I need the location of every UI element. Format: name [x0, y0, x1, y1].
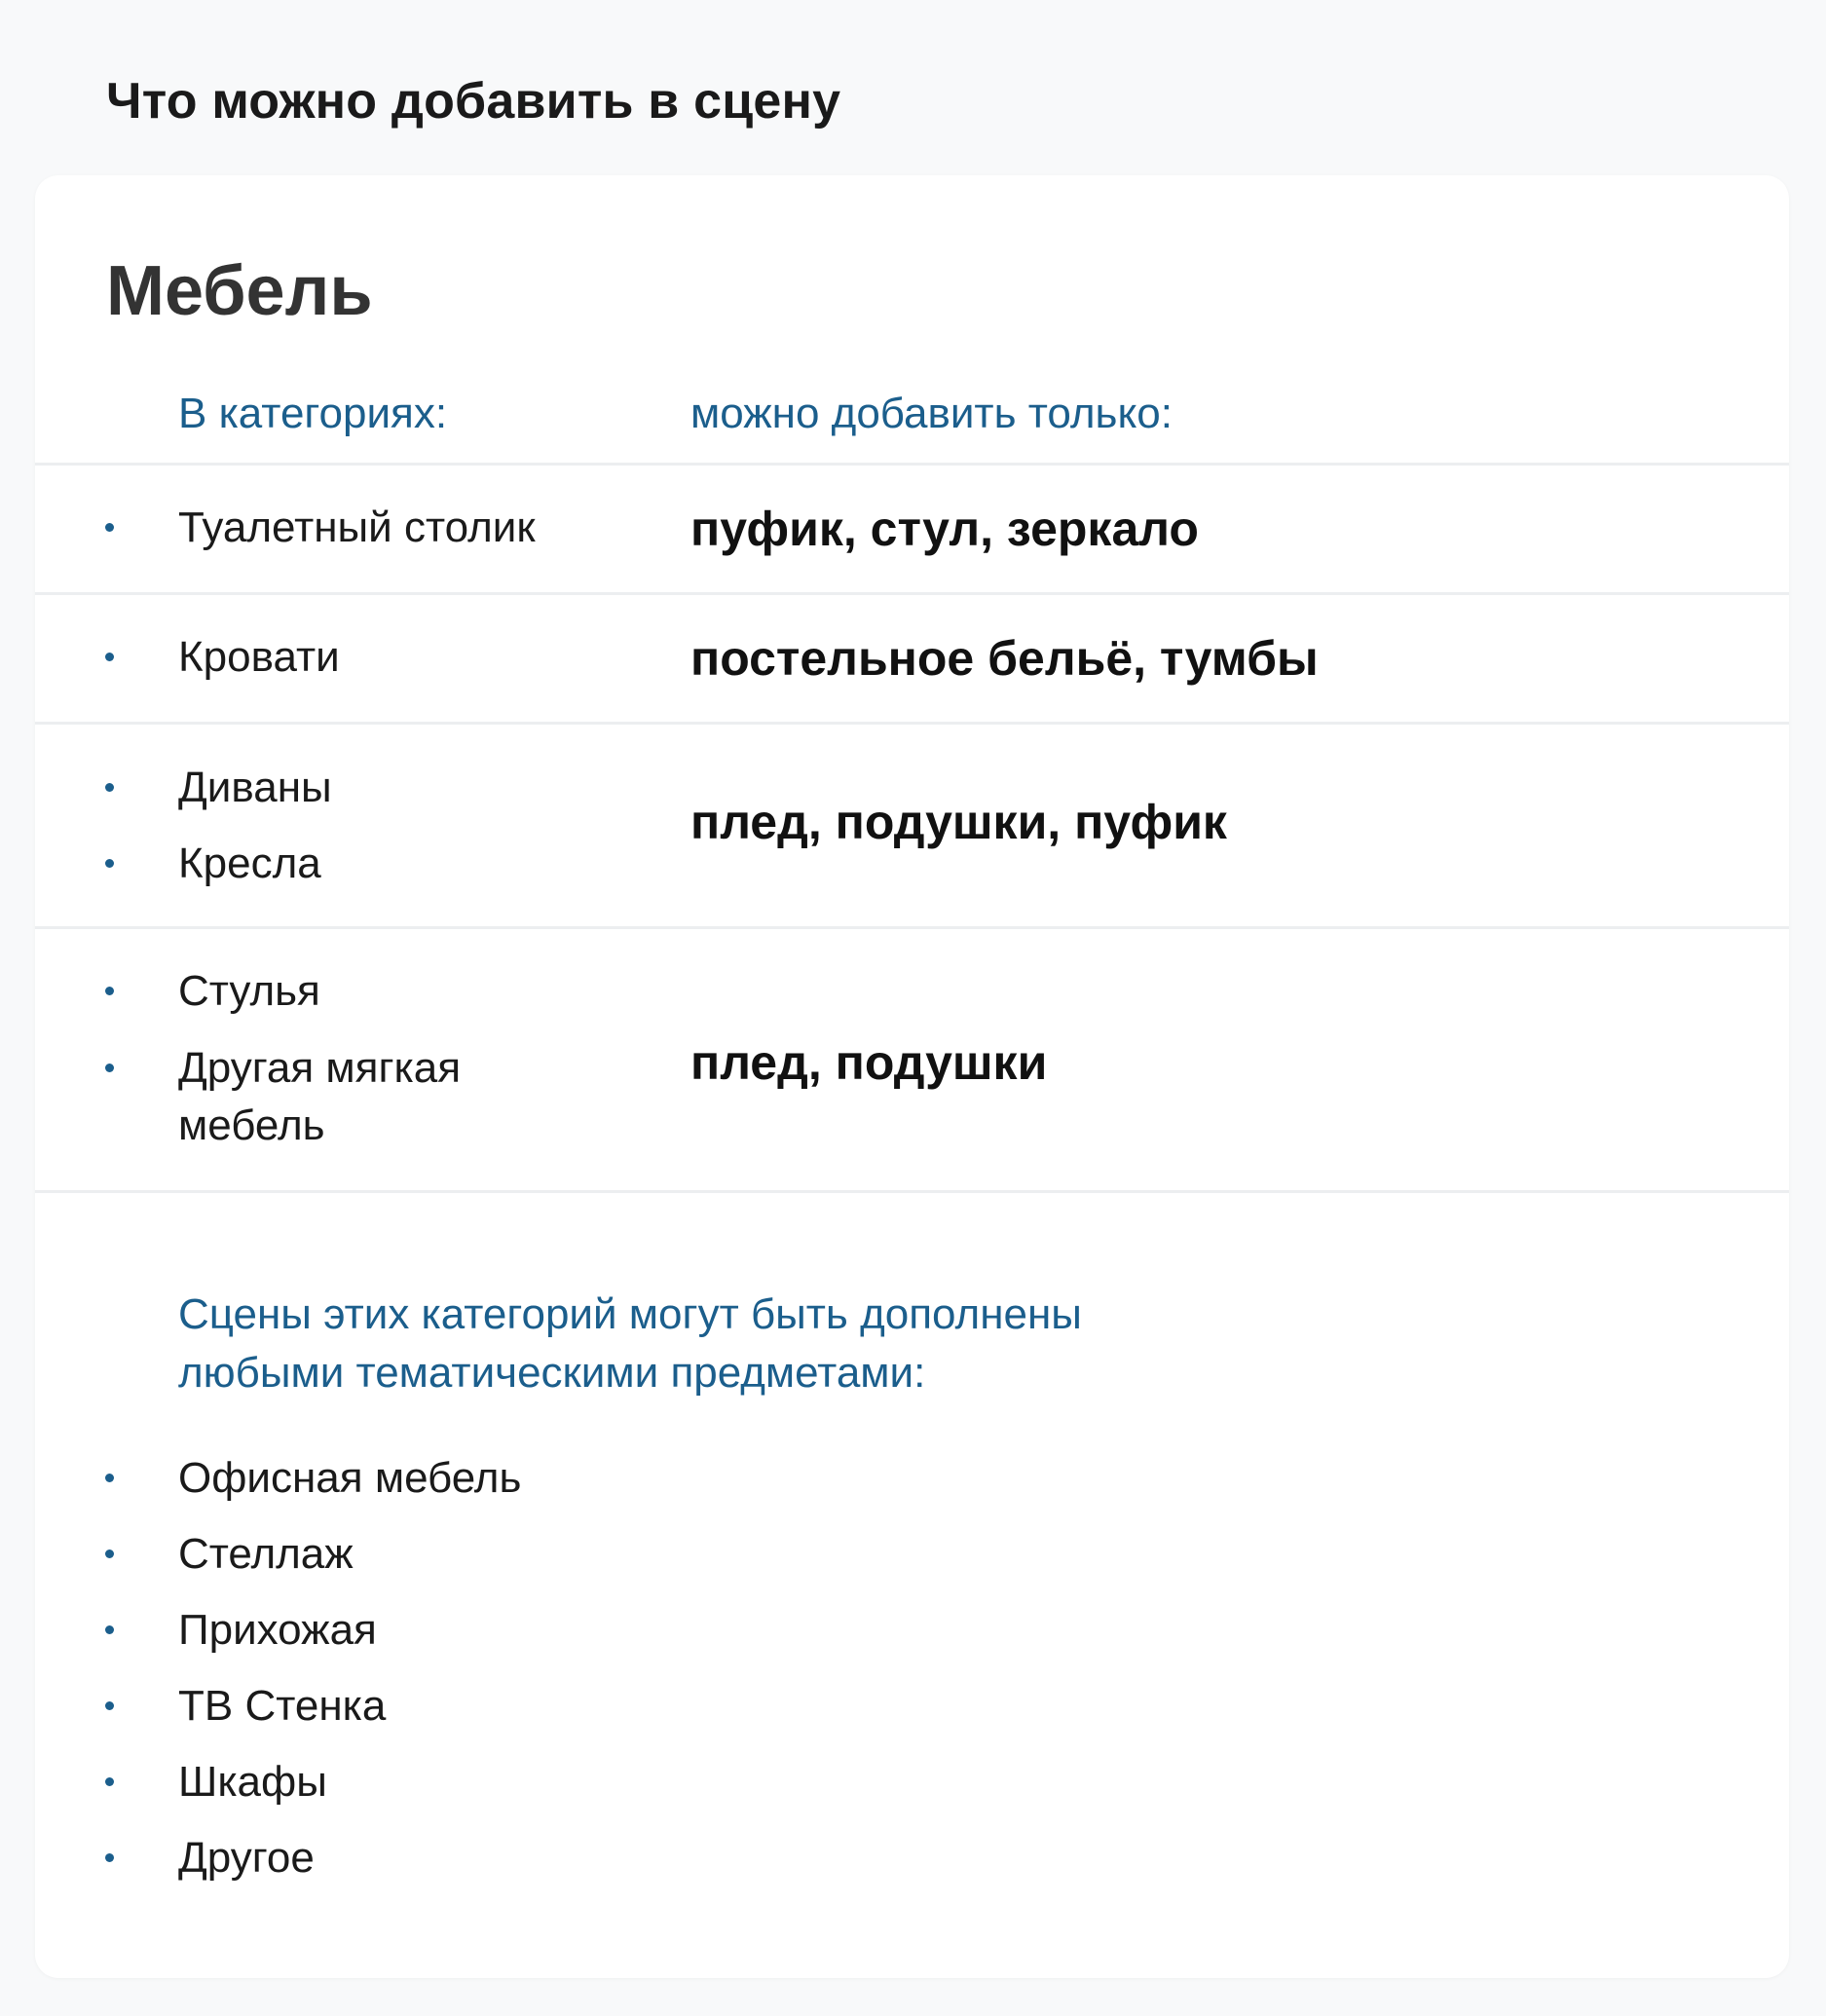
table-row [35, 725, 1789, 926]
bullet-icon [105, 523, 114, 532]
list-item: Офисная мебель [178, 1454, 522, 1502]
bullet-icon [105, 1777, 114, 1786]
allowed-items: постельное бельё, тумбы [690, 631, 1319, 686]
list-item: ТВ Стенка [178, 1682, 387, 1730]
table-row [35, 466, 1789, 592]
column-header-categories: В категориях: [178, 390, 448, 437]
allowed-items: пуфик, стул, зеркало [690, 502, 1199, 556]
note-line: любыми тематическими предметами: [178, 1349, 926, 1397]
free-categories-note [178, 1286, 1249, 1402]
table-row [35, 929, 1789, 1190]
bullet-icon [105, 1474, 114, 1482]
bullet-icon [105, 1701, 114, 1710]
note-line: Сцены этих категорий могут быть дополнены [178, 1290, 1082, 1338]
category-name-continued: мебель [178, 1101, 325, 1149]
allowed-items: плед, подушки [690, 1035, 1048, 1090]
category-name: Туалетный столик [178, 504, 536, 551]
bullet-icon [105, 1853, 114, 1862]
category-name: Кресла [178, 840, 321, 887]
bullet-icon [105, 653, 114, 661]
list-item: Другое [178, 1834, 315, 1882]
bullet-icon [105, 987, 114, 995]
bullet-icon [105, 783, 114, 792]
bullet-icon [105, 1064, 114, 1072]
bullet-icon [105, 1549, 114, 1558]
list-item: Шкафы [178, 1758, 327, 1806]
bullet-icon [105, 859, 114, 868]
category-name: Другая мягкая [178, 1044, 462, 1092]
allowed-items: плед, подушки, пуфик [690, 795, 1227, 849]
section-title: Мебель [106, 252, 373, 330]
table-row [35, 595, 1789, 722]
furniture-card [35, 175, 1789, 1978]
category-name: Стулья [178, 967, 320, 1015]
page-title: Что можно добавить в сцену [106, 73, 841, 130]
list-item: Прихожая [178, 1606, 377, 1654]
category-name: Диваны [178, 764, 332, 811]
category-name: Кровати [178, 633, 340, 681]
bullet-icon [105, 1625, 114, 1634]
list-item: Стеллаж [178, 1530, 354, 1578]
column-header-allowed: можно добавить только: [690, 390, 1173, 437]
divider [35, 1190, 1789, 1193]
